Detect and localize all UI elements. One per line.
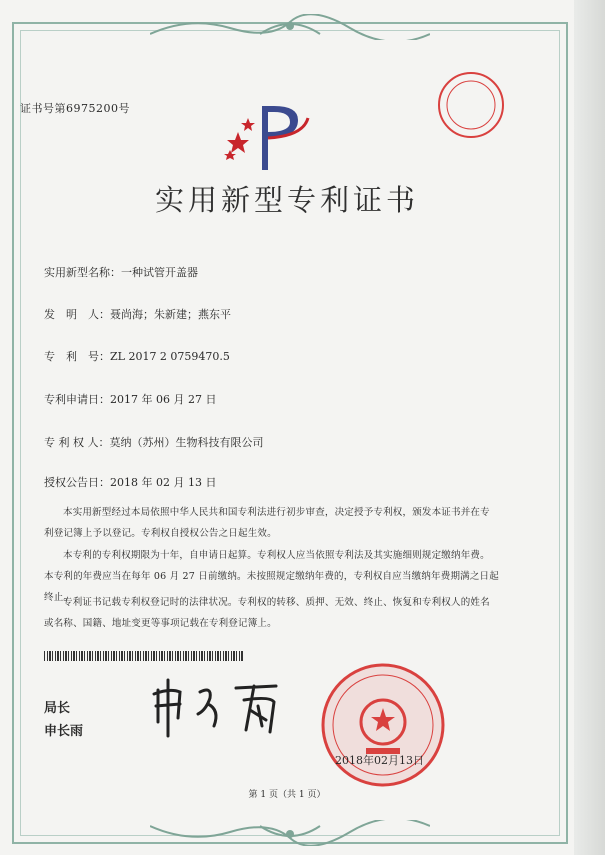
page-footer: 第 1 页（共 1 页） [248, 790, 326, 800]
inventor-value: 聂尚海；朱新建；燕东平 [110, 308, 231, 321]
scan-edge [574, 0, 605, 855]
small-seal-icon [436, 70, 506, 140]
bottom-ornament [150, 820, 430, 846]
filing-date-label: 专利申请日： [44, 393, 110, 406]
model-name-label: 实用新型名称： [44, 266, 121, 279]
patentee-value: 莫纳（苏州）生物科技有限公司 [109, 436, 264, 449]
barcode [44, 651, 244, 661]
director-name: 申长雨 [44, 724, 84, 739]
patent-no-label: 专 利 号： [44, 350, 110, 363]
patentee-row [44, 434, 264, 450]
filing-date-row [44, 391, 216, 407]
grant-date-label: 授权公告日： [44, 476, 110, 489]
model-name-row [44, 264, 198, 280]
director-signature [150, 670, 300, 740]
grant-date-row [44, 474, 216, 490]
patent-no-row [44, 348, 230, 364]
top-ornament [150, 14, 430, 40]
certificate-title: 实用新型专利证书 [154, 183, 419, 217]
sipo-logo-icon [218, 98, 318, 178]
legal-paragraph-3: 专利证书记载专利权登记时的法律状况。专利权的转移、质押、无效、终止、恢复和专利权人的姓名或名称、国籍、地址变更等事项记载在专利登记簿上。 [44, 597, 490, 629]
official-seal [318, 660, 448, 790]
legal-paragraph-1: 本实用新型经过本局依照中华人民共和国专利法进行初步审查，决定授予专利权，颁发本证书并在专利登记簿上予以登记。专利权自授权公告之日起生效。 [44, 507, 490, 539]
legal-paragraph-2: 本专利的专利权期限为十年，自申请日起算。专利权人应当依照专利法及其实施细则规定缴纳年费。本专利的年费应当在每年 06 月 27 日前缴纳。未按照规定缴纳年费的，专利权自应当缴纳年费期满之日起终止。 [44, 550, 499, 603]
grant-date-value: 2018 年 02 月 13 日 [110, 476, 217, 489]
inventor-row [44, 306, 231, 322]
inventor-label: 发 明 人： [44, 308, 110, 321]
seal-date: 2018年02月13日 [335, 754, 424, 767]
patentee-label: 专 利 权 人： [44, 436, 110, 449]
model-name-value: 一种试管开盖器 [121, 266, 198, 279]
filing-date-value: 2017 年 06 月 27 日 [110, 393, 217, 406]
patent-no-value: ZL 2017 2 0759470.5 [110, 350, 230, 363]
director-title: 局长 [44, 701, 71, 716]
certificate-number: 证书号第6975200号 [20, 102, 130, 115]
